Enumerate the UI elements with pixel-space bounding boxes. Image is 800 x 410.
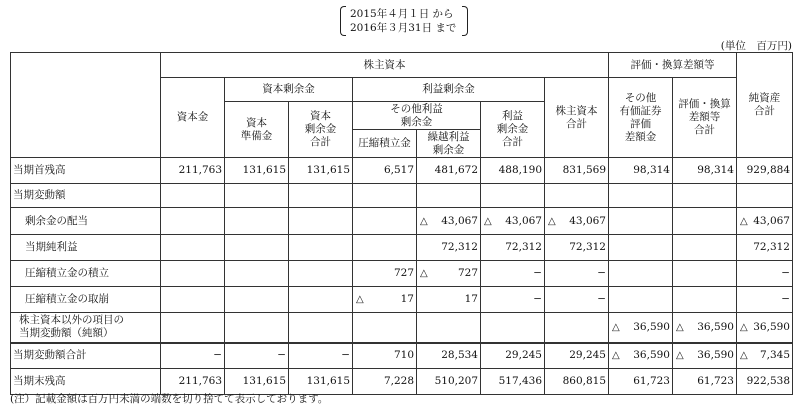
- value-cell: [417, 287, 481, 313]
- value-cell: [545, 208, 609, 235]
- value-cell: [673, 235, 737, 261]
- cell-value: −: [533, 267, 542, 279]
- value-cell: [609, 313, 673, 343]
- table-row: [11, 343, 793, 369]
- cell-value: 72,312: [753, 241, 790, 253]
- table-row: [11, 313, 793, 343]
- value-cell: [481, 369, 545, 395]
- header-retained-earnings-bf: 繰越利益 剰余金: [417, 130, 481, 158]
- row-label: 当期末残高: [11, 369, 161, 395]
- cell-value: −: [341, 349, 350, 362]
- period-to: 2016年３月31日 まで: [350, 22, 457, 34]
- value-cell: [609, 235, 673, 261]
- negative-mark: △: [356, 294, 364, 305]
- value-cell: [353, 369, 417, 395]
- cell-value: 131,615: [306, 164, 350, 176]
- value-cell: [417, 369, 481, 395]
- negative-mark: △: [740, 350, 748, 362]
- cell-value: 860,815: [562, 375, 606, 387]
- negative-mark: △: [420, 268, 428, 279]
- value-cell: [481, 287, 545, 313]
- value-cell: [673, 208, 737, 235]
- value-cell: [225, 287, 289, 313]
- negative-mark: △: [548, 215, 556, 227]
- value-cell: [353, 184, 417, 208]
- header-total-shareholders-equity: 株主資本 合計: [545, 78, 609, 158]
- cell-value: 488,190: [498, 164, 542, 176]
- value-cell: [481, 313, 545, 343]
- row-label: 当期変動額合計: [11, 343, 161, 369]
- header-total-capital-surplus: 資本 剰余金 合計: [289, 102, 353, 158]
- row-label: 当期変動額: [11, 184, 161, 208]
- cell-value: 98,314: [633, 164, 670, 176]
- value-cell: [481, 235, 545, 261]
- cell-value: 36,590: [633, 320, 670, 333]
- statement-table: [10, 52, 793, 395]
- value-cell: [417, 261, 481, 287]
- value-cell: [545, 261, 609, 287]
- cell-value: −: [213, 349, 222, 362]
- cell-value: 29,245: [505, 349, 542, 362]
- cell-value: 29,245: [569, 349, 606, 362]
- value-cell: [289, 261, 353, 287]
- value-cell: [289, 158, 353, 184]
- cell-value: 61,723: [633, 375, 670, 387]
- header-total-retained-earnings: 利益 剰余金 合計: [481, 102, 545, 158]
- cell-value: −: [597, 293, 606, 305]
- value-cell: [545, 184, 609, 208]
- value-cell: [481, 261, 545, 287]
- value-cell: [225, 184, 289, 208]
- cell-value: 727: [457, 267, 478, 279]
- value-cell: [289, 313, 353, 343]
- cell-value: 36,590: [697, 320, 734, 333]
- cell-value: 43,067: [441, 214, 478, 227]
- period-range: [340, 6, 468, 36]
- cell-value: 61,723: [697, 375, 734, 387]
- row-label: 株主資本以外の項目の 当期変動額（純額）: [11, 313, 161, 343]
- value-cell: [673, 261, 737, 287]
- negative-mark: △: [612, 321, 620, 333]
- cell-value: 17: [464, 293, 478, 305]
- negative-mark: △: [676, 321, 684, 333]
- cell-value: 36,590: [697, 349, 734, 362]
- value-cell: [737, 343, 793, 369]
- header-capital-surplus: 資本剰余金: [225, 78, 353, 102]
- value-cell: [225, 235, 289, 261]
- value-cell: [673, 343, 737, 369]
- negative-mark: △: [676, 350, 684, 362]
- value-cell: [609, 261, 673, 287]
- cell-value: 517,436: [498, 375, 542, 387]
- value-cell: [737, 369, 793, 395]
- value-cell: [673, 369, 737, 395]
- value-cell: [289, 208, 353, 235]
- header-legal-capital-reserve: 資本 準備金: [225, 102, 289, 158]
- table-row: [11, 235, 793, 261]
- cell-value: 131,615: [242, 164, 286, 176]
- cell-value: 28,534: [441, 349, 478, 362]
- cell-value: 36,590: [633, 349, 670, 362]
- cell-value: 98,314: [697, 164, 734, 176]
- value-cell: [481, 184, 545, 208]
- table-row: [11, 184, 793, 208]
- cell-value: 43,067: [753, 214, 790, 227]
- value-cell: [673, 287, 737, 313]
- value-cell: [417, 235, 481, 261]
- value-cell: [417, 158, 481, 184]
- value-cell: [545, 287, 609, 313]
- cell-value: 72,312: [441, 241, 478, 253]
- value-cell: [161, 287, 225, 313]
- value-cell: [353, 287, 417, 313]
- cell-value: 131,615: [242, 375, 286, 387]
- value-cell: [609, 287, 673, 313]
- cell-value: −: [781, 293, 790, 305]
- cell-value: −: [533, 293, 542, 305]
- value-cell: [545, 235, 609, 261]
- cell-value: 7,228: [383, 375, 414, 387]
- value-cell: [417, 184, 481, 208]
- cell-value: 7,345: [759, 349, 790, 362]
- cell-value: −: [597, 267, 606, 279]
- period-from: 2015年４月１日 から: [350, 8, 454, 20]
- value-cell: [289, 235, 353, 261]
- value-cell: [161, 343, 225, 369]
- table-row: [11, 261, 793, 287]
- header-total-valuation: 評価・換算 差額等 合計: [673, 78, 737, 158]
- footnote: (注）記載金額は百万円未満の端数を切り捨てて表示しております。: [10, 393, 329, 405]
- header-capital-stock: 資本金: [161, 78, 225, 158]
- value-cell: [161, 208, 225, 235]
- cell-value: 36,590: [753, 320, 790, 333]
- value-cell: [737, 287, 793, 313]
- unit-label: (単位 百万円): [720, 40, 792, 52]
- value-cell: [417, 208, 481, 235]
- cell-value: 72,312: [569, 241, 606, 253]
- cell-value: 131,615: [306, 375, 350, 387]
- value-cell: [161, 158, 225, 184]
- row-label: 圧縮積立金の積立: [11, 261, 161, 287]
- negative-mark: △: [740, 215, 748, 227]
- value-cell: [289, 184, 353, 208]
- value-cell: [417, 313, 481, 343]
- right-bracket: [462, 6, 468, 36]
- cell-value: −: [781, 267, 790, 279]
- cell-value: 72,312: [505, 241, 542, 253]
- value-cell: [609, 208, 673, 235]
- table-row: [11, 158, 793, 184]
- negative-mark: △: [612, 350, 620, 362]
- value-cell: [737, 313, 793, 343]
- value-cell: [225, 313, 289, 343]
- value-cell: [353, 261, 417, 287]
- cell-value: 727: [393, 267, 414, 279]
- cell-value: 211,763: [178, 375, 222, 387]
- value-cell: [289, 287, 353, 313]
- row-label: 剰余金の配当: [11, 208, 161, 235]
- value-cell: [545, 343, 609, 369]
- value-cell: [417, 343, 481, 369]
- negative-mark: △: [740, 321, 748, 333]
- value-cell: [225, 343, 289, 369]
- value-cell: [673, 184, 737, 208]
- header-reduction-reserve: 圧縮積立金: [353, 130, 417, 158]
- value-cell: [481, 208, 545, 235]
- value-cell: [161, 235, 225, 261]
- header-valuation: 評価・換算差額等: [609, 53, 737, 78]
- cell-value: 710: [393, 349, 414, 362]
- value-cell: [481, 158, 545, 184]
- header-other-retained-earnings: その他利益 剰余金: [353, 102, 481, 130]
- value-cell: [609, 158, 673, 184]
- value-cell: [353, 343, 417, 369]
- header-total-net-assets: 純資産 合計: [737, 53, 793, 158]
- value-cell: [737, 158, 793, 184]
- value-cell: [225, 261, 289, 287]
- negative-mark: △: [484, 215, 492, 227]
- header-securities-valuation: その他 有価証券 評価 差額金: [609, 78, 673, 158]
- cell-value: 929,884: [746, 164, 790, 176]
- value-cell: [161, 313, 225, 343]
- cell-value: 922,538: [746, 375, 790, 387]
- value-cell: [673, 313, 737, 343]
- header-blank: [11, 53, 161, 158]
- row-label: 当期首残高: [11, 158, 161, 184]
- value-cell: [609, 343, 673, 369]
- header-retained-earnings: 利益剰余金: [353, 78, 545, 102]
- value-cell: [673, 158, 737, 184]
- left-bracket: [340, 6, 346, 36]
- table-row: [11, 208, 793, 235]
- value-cell: [353, 208, 417, 235]
- value-cell: [161, 261, 225, 287]
- value-cell: [353, 235, 417, 261]
- negative-mark: △: [420, 215, 428, 227]
- value-cell: [737, 208, 793, 235]
- cell-value: 17: [400, 293, 414, 305]
- cell-value: 43,067: [569, 214, 606, 227]
- cell-value: 6,517: [383, 164, 414, 176]
- value-cell: [545, 369, 609, 395]
- value-cell: [225, 208, 289, 235]
- value-cell: [289, 343, 353, 369]
- value-cell: [225, 158, 289, 184]
- value-cell: [609, 184, 673, 208]
- cell-value: 831,569: [562, 164, 606, 176]
- value-cell: [353, 158, 417, 184]
- value-cell: [545, 313, 609, 343]
- cell-value: −: [277, 349, 286, 362]
- value-cell: [161, 184, 225, 208]
- value-cell: [353, 313, 417, 343]
- value-cell: [545, 158, 609, 184]
- table-row: [11, 287, 793, 313]
- value-cell: [737, 235, 793, 261]
- row-label: 圧縮積立金の取崩: [11, 287, 161, 313]
- row-label: 当期純利益: [11, 235, 161, 261]
- value-cell: [737, 261, 793, 287]
- cell-value: 43,067: [505, 214, 542, 227]
- value-cell: [737, 184, 793, 208]
- cell-value: 510,207: [434, 375, 478, 387]
- cell-value: 481,672: [434, 164, 478, 176]
- value-cell: [609, 369, 673, 395]
- cell-value: 211,763: [178, 164, 222, 176]
- value-cell: [481, 343, 545, 369]
- header-shareholders-equity: 株主資本: [161, 53, 609, 78]
- statement-body: [11, 158, 793, 395]
